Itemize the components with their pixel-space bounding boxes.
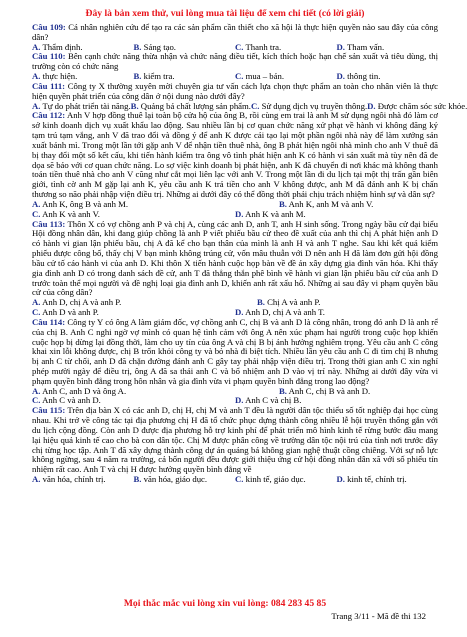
option-text: Thanh tra. (243, 41, 282, 52)
option-letter: C. (32, 307, 41, 318)
page-number: Trang 3/11 - Mã đề thi 132 (331, 611, 426, 621)
option-letter: D. (235, 307, 244, 318)
option-text: Sáng tạo. (141, 41, 176, 52)
option-text: Chị A và anh P. (264, 297, 321, 308)
option-text: Anh K, anh M và anh V. (286, 198, 374, 209)
option-text: Anh C và anh D. (40, 395, 101, 406)
option-letter: D. (336, 474, 345, 485)
option-letter: A. (32, 100, 41, 111)
option-text: Anh K và anh V. (40, 208, 100, 219)
option-text: kinh tế, giáo dục. (243, 474, 306, 485)
question-text: Bên cạnh chức năng thừa nhận và chức năng điều tiết, kích thích hoặc hạn chế sản xuất và tiêu dùng, thị trường còn có chức năng (32, 51, 438, 72)
option-letter: C. (250, 100, 260, 111)
option-letter: A. (32, 297, 41, 308)
option-text: Anh C, chị B và anh D. (286, 385, 371, 396)
option-text: kinh tế, chính trị. (344, 474, 407, 485)
question-number: Câu 113: (32, 218, 66, 229)
question-text: Trên địa bàn X có các anh D, chị H, chị M và anh T đều là người dân tộc thiểu số tốt nghiệp đại học cùng nhau. Khi trở về công tác tại địa phương chị H đã tổ chức phục dựng thành công nhiều lễ hội truyền thống gắn với du lịch cộng đồng. Còn anh D được địa phương hỗ trợ kinh phí để phát triển mô hình kinh tế rừng bước đầu mang lại hiệu quả kinh tế cao cho bà con dân tộc. Chị M được phân công về trường dân tộc nội trú của tỉnh nơi trước đây chị từng học tập. Anh T đã xây dựng thành công dự án quảng bá không gian nghệ thuật cồng chiêng. Với sự nỗ lực không ngừng, sau 4 năm ra trường, cả bốn người đều được giới thiệu ứng cử hội đồng nhân dân xã với số phiếu tín nhiệm rất cao. Anh T và chị H được hưởng quyền bình đẳng về (32, 405, 438, 475)
answer-options (32, 200, 438, 220)
questions-list (32, 22, 467, 485)
option-letter: D. (336, 41, 345, 52)
option-text: Anh D, chị A và anh T. (243, 307, 325, 318)
question-number: Câu 115: (32, 405, 66, 416)
question-text: Anh V hợp đồng thuê lại toàn bộ cửa hộ của ông B, rồi cùng em trai là anh M sử dụng ngôi nhà đó làm cơ sở kinh doanh dịch vụ xuất khẩu lao động. Sau nhiều lần bị cơ quan chức năng xử phạt về hành vi không đăng ký tạm trú tạm vắng, anh V đã trao đổi và đồng ý để anh K được cải tạo lại một phần ngôi nhà này để làm xưởng sản xuất bánh mì. Trong một lần tới gặp anh V để nhận tiền thuê nhà, ông B phát hiện ngôi nhà mình cho anh V thuê đã bị thay đổi một số kết cấu, khi tiến hành kiểm tra ông vô tình phát hiện anh K có hành vi sản xuất mà tùy nên đã đe dọa sẽ báo với cơ quan chức năng. Lo sợ việc kinh doanh bị phát hiện, anh K đã chuyển đi nơi khác mà không thanh toán tiền thuê nhà cho anh V cũng như cắt mọi liên lạc với anh V. Trong một lần đi du lịch tại một thị trấn gần biên giới, tình cờ anh M gặp lại anh K, yêu cầu anh K trả tiền cho anh V không được, anh M đã đánh anh K bị chấn thương so não phải nhập viện điều trị. Những ai dưới đây có thể đồng thời phải chịu trách nhiệm hình sự và dân sự? (32, 110, 438, 200)
question-number: Câu 111: (32, 80, 66, 91)
question-stem (32, 82, 438, 102)
option-text: Anh C, anh D và ông A. (40, 385, 127, 396)
option-text: văn hóa, giáo dục. (141, 474, 208, 485)
answer-options (32, 387, 438, 407)
option-text: kiểm tra. (141, 71, 175, 82)
option-letter: A. (32, 41, 41, 52)
question-number: Câu 110: (32, 51, 66, 62)
option-letter: C. (235, 41, 244, 52)
option-letter: D. (235, 208, 244, 219)
question-text: Công ty Y có ông A làm giám đốc, vợ chồng anh C, chị B và anh D là công nhân, trong đó anh D là anh rể của chị B. Anh C nghi ngờ vợ mình có quan hệ tình cảm với ông A nên xúc phạm hai người trong cuộc họp khiến cuộc họp bị dừng lại đồng thời, làm cho uy tín của ông A và chị B bị ảnh hưởng nghiêm trọng. Yêu cầu anh C công khai xin lỗi không được, chị B trốn khỏi công ty và bỏ nhà đi biệt tích. Nhiều lần yêu cầu anh C đi tìm chị B nhưng bị anh C từ chối, anh D đã chặn đường đánh anh C gây tay phải nhập viện điều trị. Trong thời gian anh C xin nghỉ phép mười ngày để điều trị, ông A đã sa thải anh C và bổ nhiệm anh D vào vị trí này. Những ai dưới đây vừa vi phạm quyền bình đẳng trong hôn nhân và gia đình vừa vi phạm quyền bình đẳng trong lao động? (32, 316, 438, 386)
question-number: Câu 109: (32, 22, 66, 32)
option-letter: A. (32, 385, 41, 396)
option-text: Thẩm định. (40, 41, 83, 52)
option-letter: B. (133, 474, 142, 485)
option-text: Anh K và anh M. (243, 208, 306, 219)
option-letter: D. (367, 100, 376, 111)
option-text: Quảng bá chất lượng sản phẩm. (138, 100, 251, 111)
option-letter: B. (133, 71, 142, 82)
option-text: Anh D và anh P. (40, 307, 99, 318)
option-letter: B. (279, 198, 287, 209)
option-letter: D. (336, 71, 345, 82)
question-number: Câu 112: (32, 110, 66, 121)
question-stem (32, 52, 438, 72)
option-text: Tham vấn. (344, 41, 385, 52)
answer-options (32, 475, 438, 485)
option-letter: D. (235, 395, 244, 406)
option-text: Anh D, chị A và anh P. (40, 297, 122, 308)
option-text: thực hiện. (40, 71, 78, 82)
question-text: Thôn X có vợ chồng anh P và chị A, cùng các anh D, anh T, anh H sinh sống. Trong ngày bầu cử đại biểu Hội đồng nhân dân, khi đang giúp chồng là anh P viết phiếu bầu cử theo đề xuất của anh thì chị A phát hiện anh D có hành vi gian lận phiếu bầu, chị A đã kể cho bạn thân của mình là anh H và anh T nghe. Sau khi kết quả kiểm phiếu được công bố, thấy chị V bạn mình không trúng cử, vốn mâu thuẫn với D nên anh H đã làm đơn gửi hội đồng bầu cử tố cáo hành vi của anh D. Khi thôn X tiến hành cuộc họp bàn về đề án xây dựng gia đình văn hóa. Khi thấy gia đình anh D có trong danh sách đề cử, anh T đã thẳng thắn phê bình về hành vi gian lận phiếu bầu cử của anh D trước toàn thể mọi người và đề nghị loại gia đình anh D, khiến anh rất xấu hổ. Những ai sau đây vi phạm quyền bầu cử của công dân? (32, 218, 438, 298)
question-text: Công ty X thường xuyên mời chuyên gia tư vấn cách lựa chọn thực phẩm an toàn cho nhân viên là thực hiện quyền phát triển của công dân ở nội dung nào dưới đây? (32, 80, 438, 101)
option-letter: C. (32, 395, 41, 406)
option-letter: B. (257, 297, 265, 308)
question-stem (32, 111, 438, 199)
preview-banner: Đây là bản xem thử, vui lòng mua tài liệu để xem chi tiết (có lời giải) (85, 8, 365, 19)
option-letter: B. (130, 100, 139, 111)
option-text: thông tin. (344, 71, 381, 82)
option-letter: B. (279, 385, 287, 396)
option-letter: C. (235, 474, 244, 485)
question-stem (32, 318, 438, 387)
answer-options (32, 298, 438, 318)
question-stem (32, 23, 438, 43)
answer-option[interactable] (32, 475, 134, 485)
option-text: Anh K, ông B và anh M. (40, 198, 129, 209)
answer-option[interactable] (235, 475, 337, 485)
question-stem (32, 220, 438, 299)
option-text: Sử dụng dịch vụ truyền thông. (259, 100, 368, 111)
option-text: mua – bán. (243, 71, 284, 82)
option-text: Anh C và chị B. (243, 395, 302, 406)
answer-option[interactable] (134, 475, 236, 485)
question-stem (32, 406, 438, 475)
option-letter: B. (133, 41, 142, 52)
option-letter: A. (32, 71, 41, 82)
option-text: Được chăm sóc sức khỏe. (375, 100, 467, 111)
option-letter: C. (32, 208, 41, 219)
question-number: Câu 114: (32, 316, 66, 327)
contact-footer: Mọi thắc mắc vui lòng xin vui lòng: 084 283 45 85 (123, 598, 327, 609)
option-letter: A. (32, 474, 41, 485)
option-letter: A. (32, 198, 41, 209)
option-text: Tự do phát triển tài năng. (40, 100, 131, 111)
question-text: Cá nhân nghiên cứu để tạo ra các sản phẩm cần thiết cho xã hội là thực hiện quyền nào sau đây của công dân? (32, 22, 438, 42)
answer-option[interactable] (337, 475, 439, 485)
option-text: văn hóa, chính trị. (40, 474, 106, 485)
option-letter: C. (235, 71, 244, 82)
